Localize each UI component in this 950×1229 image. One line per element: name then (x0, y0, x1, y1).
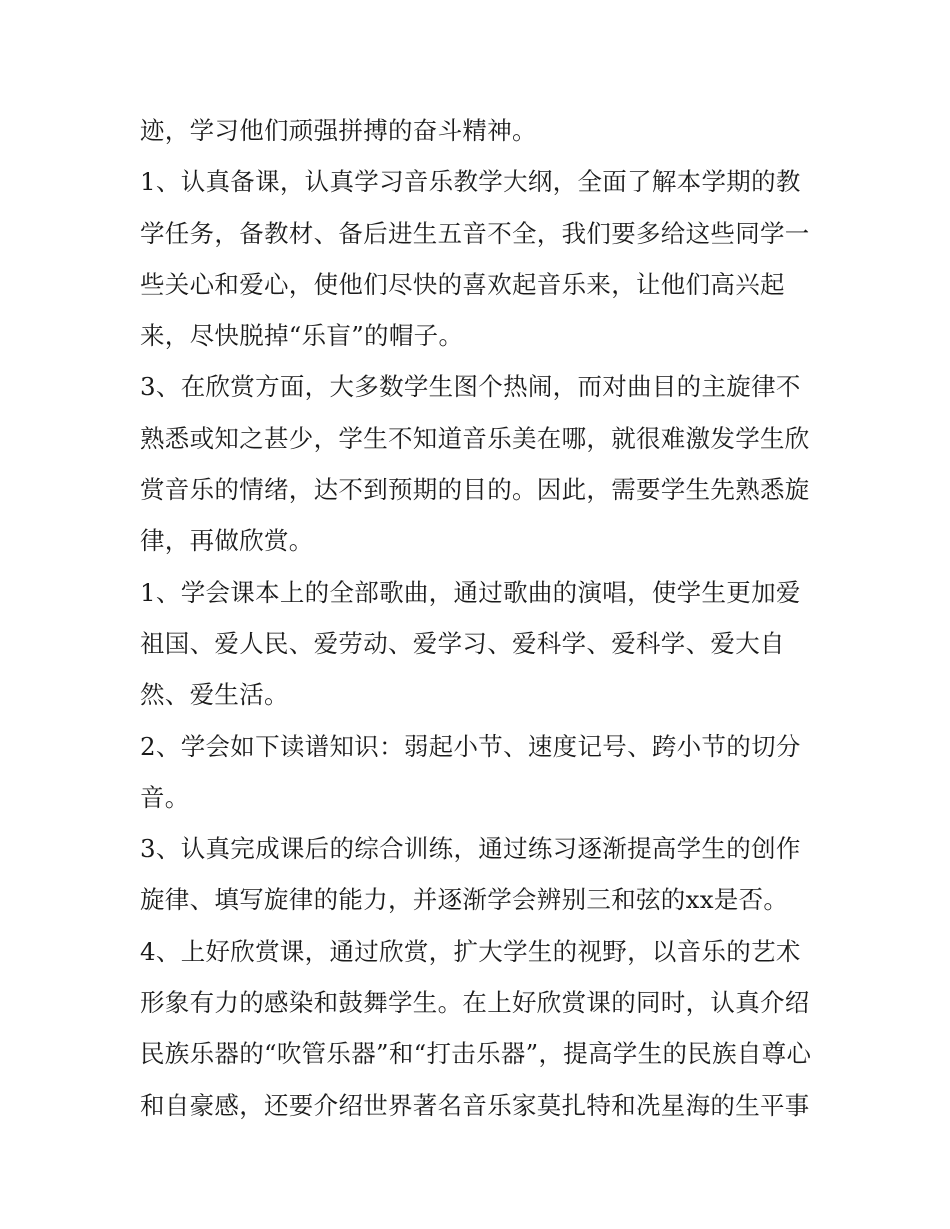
text-line: 3、在欣赏方面，大多数学生图个热闹，而对曲目的主旋律不 (140, 372, 801, 402)
text-line: 2、学会如下读谱知识：弱起小节、速度记号、跨小节的切分 (140, 731, 801, 761)
text-line: 赏音乐的情绪，达不到预期的目的。因此，需要学生先熟悉旋 (140, 475, 810, 505)
body-text (140, 105, 820, 1131)
text-line: 形象有力的感染和鼓舞学生。在上好欣赏课的同时，认真介绍 (140, 988, 810, 1018)
text-line: 然、爱生活。 (140, 680, 289, 710)
text-line: 1、认真备课，认真学习音乐教学大纲，全面了解本学期的教 (140, 167, 801, 197)
text-line: 些关心和爱心，使他们尽快的喜欢起音乐来，让他们高兴起 (140, 269, 785, 299)
text-line: 3、认真完成课后的综合训练，通过练习逐渐提高学生的创作 (140, 834, 801, 864)
text-line: 学任务，备教材、备后进生五音不全，我们要多给这些同学一 (140, 218, 810, 248)
text-line: 1、学会课本上的全部歌曲，通过歌曲的演唱，使学生更加爱 (140, 577, 801, 607)
text-line: 旋律、填写旋律的能力，并逐渐学会辨别三和弦的xx是否。 (140, 885, 789, 915)
text-line: 和自豪感，还要介绍世界著名音乐家莫扎特和冼星海的生平事 (140, 1090, 810, 1120)
text-line: 律，再做欣赏。 (140, 526, 314, 556)
text-line: 音。 (140, 782, 190, 812)
text-line: 4、上好欣赏课，通过欣赏，扩大学生的视野，以音乐的艺术 (140, 936, 801, 966)
text-line: 民族乐器的“吹管乐器”和“打击乐器”，提高学生的民族自尊心 (140, 1039, 812, 1069)
text-line: 熟悉或知之甚少，学生不知道音乐美在哪，就很难激发学生欣 (140, 423, 810, 453)
text-line: 祖国、爱人民、爱劳动、爱学习、爱科学、爱科学、爱大自 (140, 628, 785, 658)
text-line: 来，尽快脱掉“乐盲”的帽子。 (140, 321, 464, 351)
text-line: 迹，学习他们顽强拼搏的奋斗精神。 (140, 116, 537, 145)
